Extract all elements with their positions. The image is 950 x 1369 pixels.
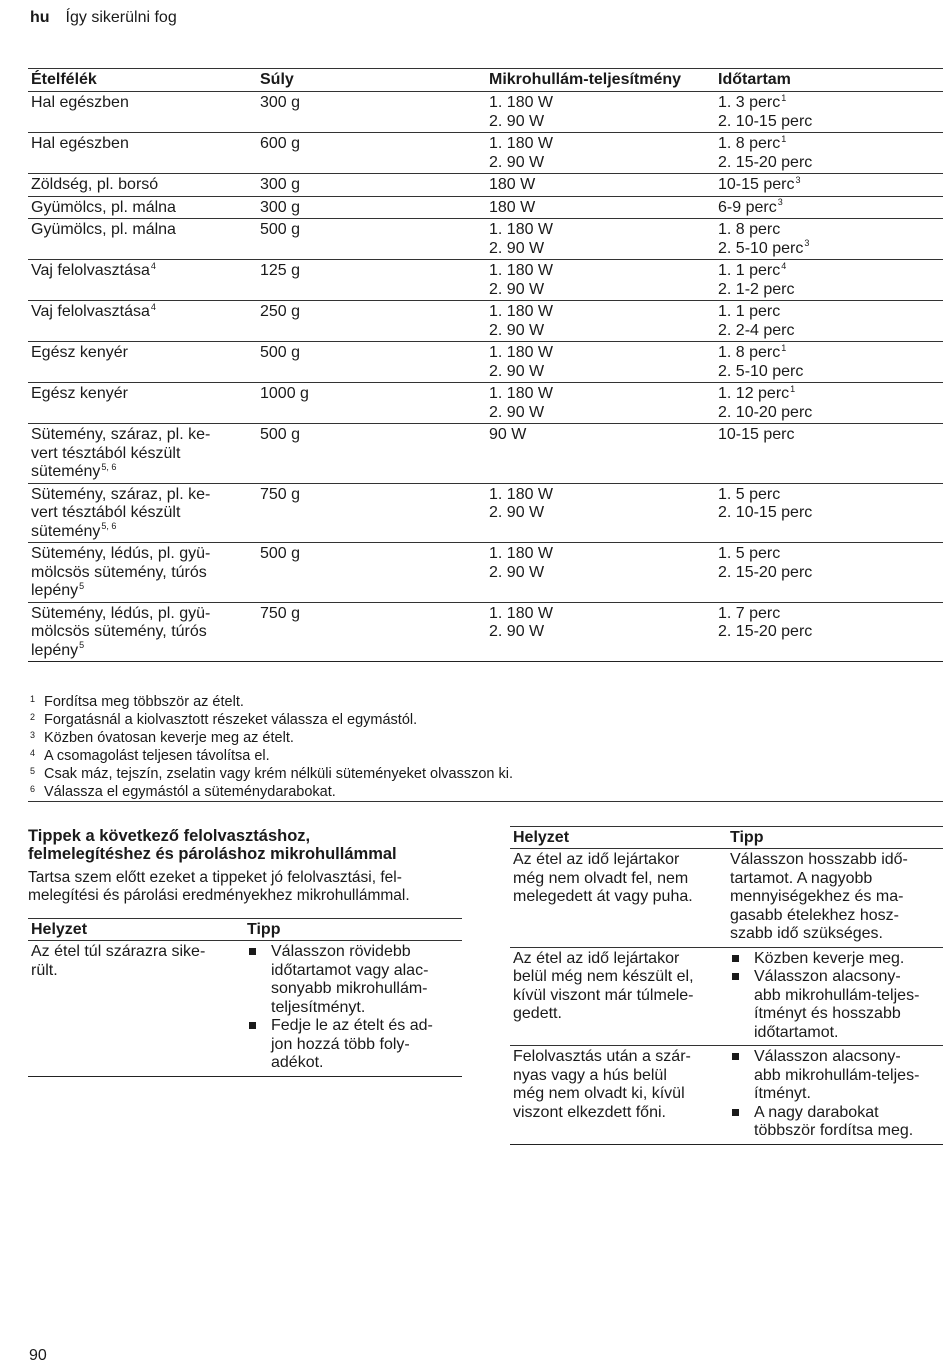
duration-cell: [715, 92, 943, 133]
food-name: Sütemény, száraz, pl. ke- vert tésztából készült sütemény: [31, 485, 211, 540]
tips-heading: [28, 827, 468, 863]
weight-value: 125 g: [260, 262, 301, 279]
footnote-ref: 4: [150, 301, 156, 312]
food-name: Egész kenyér: [31, 344, 128, 361]
tip-cell: [244, 941, 462, 1077]
tip-cell: [727, 1046, 943, 1145]
table-row: [28, 196, 943, 219]
footnote-ref: 4: [781, 260, 787, 271]
power-cell: [486, 342, 715, 383]
food-name: Zöldség, pl. borsó: [31, 176, 159, 193]
duration-step: [718, 281, 940, 300]
table-row: [28, 543, 943, 603]
footnote-ref: 1: [781, 342, 787, 353]
duration-step: [718, 363, 940, 382]
duration-cell: [715, 342, 943, 383]
duration-cell: [715, 174, 943, 197]
duration-step: [718, 176, 940, 195]
table-row: [28, 301, 943, 342]
tips-intro: Tartsa szem előtt ezeket a tippeket jó felolvasztási, fel- melegítési és párolási eredményekhez mikrohullámmal.: [28, 869, 410, 905]
footnote-ref: 1: [790, 383, 796, 394]
power-cell: [486, 92, 715, 133]
duration-step: [718, 154, 940, 173]
food-cell: [28, 133, 257, 174]
weight-cell: [257, 342, 486, 383]
table-row: [28, 602, 943, 662]
food-name: Hal egészben: [31, 135, 129, 152]
weight-value: 500 g: [260, 221, 301, 238]
table-row: [28, 383, 943, 424]
food-cell: [28, 342, 257, 383]
power-step: 180 W: [489, 198, 536, 216]
power-step: 2. 90 W: [489, 321, 545, 339]
tips-table-left: [28, 918, 462, 1077]
food-name: Vaj felolvasztása: [31, 262, 150, 279]
footnote-ref: 5: [79, 580, 85, 591]
duration-value: 1. 7 perc: [718, 604, 781, 622]
col-header-tip: Tipp: [727, 827, 943, 849]
page-number: 90: [29, 1347, 47, 1364]
food-cell: [28, 219, 257, 260]
food-cell: [28, 196, 257, 219]
tip-list: [247, 943, 459, 1073]
power-step: 1. 180 W: [489, 485, 554, 503]
footnote-ref: 1: [781, 92, 787, 103]
table-row: [28, 174, 943, 197]
table-row: [28, 941, 462, 1077]
weight-cell: [257, 174, 486, 197]
footnote: [30, 693, 943, 711]
tip-item: Válasszon rövidebb időtartamot vagy alac- sonyabb mikrohullám- teljesítményt.: [247, 943, 459, 1017]
duration-value: 1. 8 perc: [718, 135, 781, 152]
food-name: Vaj felolvasztása: [31, 303, 150, 320]
duration-value: 2. 1-2 perc: [718, 280, 795, 298]
food-cell: [28, 543, 257, 603]
duration-cell: [715, 133, 943, 174]
language-code: hu: [30, 9, 50, 26]
tip-item: Válasszon alacsony- abb mikrohullám-teljes- ítményt és hosszabb időtartamot.: [730, 968, 940, 1042]
power-step: 1. 180 W: [489, 385, 554, 402]
power-step: 1. 180 W: [489, 262, 554, 279]
power-cell: [486, 196, 715, 219]
power-step: 1. 180 W: [489, 604, 554, 622]
power-step: 90 W: [489, 426, 527, 443]
duration-step: [718, 605, 940, 624]
duration-value: 2. 10-20 perc: [718, 403, 813, 421]
duration-step: [718, 240, 940, 259]
table-row: [28, 342, 943, 383]
footnote-text: Fordítsa meg többször az ételt.: [44, 694, 244, 710]
defrost-table-header: [28, 69, 943, 92]
food-cell: [28, 383, 257, 424]
table-row: [510, 849, 943, 948]
duration-value: 1. 5 perc: [718, 545, 781, 562]
food-name: Gyümölcs, pl. málna: [31, 198, 176, 216]
page-header: [30, 9, 177, 28]
weight-cell: [257, 301, 486, 342]
duration-cell: [715, 260, 943, 301]
situation-text: Felolvasztás után a szár- nyas vagy a hús belül még nem olvadt ki, kívül viszont elkezdett főni.: [513, 1048, 691, 1121]
col-header-situation: Helyzet: [510, 827, 727, 849]
weight-value: 500 g: [260, 344, 301, 361]
weight-value: 300 g: [260, 176, 301, 193]
food-cell: [28, 260, 257, 301]
duration-value: 1. 1 perc: [718, 262, 781, 279]
power-step: 180 W: [489, 176, 536, 193]
footnote: [30, 747, 943, 765]
duration-value: 10-15 perc: [718, 176, 795, 193]
tip-item: Közben keverje meg.: [730, 950, 940, 969]
power-step: 1. 180 W: [489, 545, 554, 562]
duration-value: 10-15 perc: [718, 426, 795, 443]
power-step: 2. 90 W: [489, 153, 545, 171]
power-cell: [486, 301, 715, 342]
footnote-ref: 4: [150, 260, 156, 271]
col-header-tip: Tipp: [244, 919, 462, 941]
food-cell: [28, 174, 257, 197]
defrost-table: [28, 68, 943, 662]
footnote-text: A csomagolást teljesen távolítsa el.: [44, 748, 270, 765]
food-name: Gyümölcs, pl. málna: [31, 221, 176, 238]
weight-value: 1000 g: [260, 385, 309, 402]
food-name: Sütemény, száraz, pl. ke- vert tésztából készült sütemény: [31, 426, 211, 480]
duration-value: 6-9 perc: [718, 198, 777, 216]
footnote-ref: 3: [804, 238, 810, 249]
duration-cell: [715, 424, 943, 484]
power-step: 2. 90 W: [489, 563, 545, 581]
tip-cell: [727, 947, 943, 1046]
weight-value: 750 g: [260, 604, 301, 622]
col-header-weight: Súly: [257, 69, 486, 92]
tips-table-left-header: [28, 919, 462, 941]
power-cell: [486, 543, 715, 603]
duration-value: 1. 1 perc: [718, 303, 781, 320]
duration-step: [718, 94, 940, 113]
weight-value: 750 g: [260, 485, 301, 503]
situation-cell: [510, 849, 727, 948]
power-step: 2. 90 W: [489, 623, 545, 640]
duration-step: [718, 262, 940, 281]
duration-step: [718, 221, 940, 240]
food-name: Hal egészben: [31, 94, 129, 111]
food-cell: [28, 92, 257, 133]
footnote-text: Csak máz, tejszín, zselatin vagy krém nélküli süteményeket olvasszon ki.: [44, 766, 514, 783]
food-name: Egész kenyér: [31, 385, 128, 402]
weight-value: 250 g: [260, 303, 301, 320]
footnote-rule: [28, 801, 943, 802]
power-step: 2. 90 W: [489, 362, 545, 380]
power-step: 1. 180 W: [489, 135, 554, 152]
footnote-ref: 5, 6: [101, 461, 117, 472]
tips-table-right-header: [510, 827, 943, 849]
weight-cell: [257, 92, 486, 133]
duration-cell: [715, 602, 943, 662]
footnote-number: 6: [30, 784, 36, 795]
duration-value: 2. 2-4 perc: [718, 321, 795, 339]
situation-cell: [28, 941, 244, 1077]
duration-step: [718, 404, 940, 423]
weight-value: 300 g: [260, 198, 301, 216]
duration-value: 2. 15-20 perc: [718, 153, 813, 171]
tip-list: [730, 1048, 940, 1141]
duration-step: [718, 486, 940, 505]
weight-cell: [257, 133, 486, 174]
food-cell: [28, 602, 257, 662]
power-cell: [486, 133, 715, 174]
duration-cell: [715, 301, 943, 342]
footnote-number: 3: [30, 730, 36, 741]
duration-step: [718, 303, 940, 322]
col-header-power: Mikrohullám-teljesítmény: [486, 69, 715, 92]
situation-text: Az étel az idő lejártakor belül még nem készült el, kívül viszont már túlmele- gedett.: [513, 949, 694, 1022]
duration-cell: [715, 196, 943, 219]
power-cell: [486, 602, 715, 662]
weight-value: 600 g: [260, 135, 301, 152]
duration-step: [718, 322, 940, 341]
duration-step: [718, 344, 940, 363]
duration-step: [718, 564, 940, 583]
duration-cell: [715, 483, 943, 543]
food-cell: [28, 424, 257, 484]
power-step: 1. 180 W: [489, 303, 554, 320]
footnote-text: Közben óvatosan keverje meg az ételt.: [44, 730, 294, 747]
power-cell: [486, 219, 715, 260]
table-row: [28, 260, 943, 301]
weight-cell: [257, 383, 486, 424]
tip-cell: [727, 849, 943, 948]
power-step: 2. 90 W: [489, 112, 545, 130]
power-step: 2. 90 W: [489, 504, 545, 521]
table-row: [28, 92, 943, 133]
weight-cell: [257, 543, 486, 603]
power-cell: [486, 174, 715, 197]
section-title: Így sikerülni fog: [65, 9, 177, 26]
duration-step: [718, 545, 940, 564]
tips-table-right: [510, 826, 943, 1145]
weight-cell: [257, 483, 486, 543]
weight-cell: [257, 260, 486, 301]
tips-heading-line2: felmelegítéshez és pároláshoz mikrohullámmal: [28, 845, 397, 863]
duration-value: 2. 5-10 perc: [718, 239, 804, 257]
power-step: 1. 180 W: [489, 221, 554, 238]
duration-step: [718, 623, 940, 642]
footnote-ref: 3: [795, 174, 801, 185]
duration-step: [718, 426, 940, 445]
weight-cell: [257, 602, 486, 662]
duration-value: 1. 12 perc: [718, 385, 790, 402]
footnote-number: 5: [30, 766, 36, 777]
col-header-situation: Helyzet: [28, 919, 244, 941]
duration-cell: [715, 383, 943, 424]
power-step: 1. 180 W: [489, 344, 554, 361]
power-cell: [486, 383, 715, 424]
situation-cell: [510, 1046, 727, 1145]
col-header-duration: Időtartam: [715, 69, 943, 92]
duration-step: [718, 135, 940, 154]
footnote-text: Forgatásnál a kiolvasztott részeket válassza el egymástól.: [44, 712, 418, 729]
footnotes: [30, 693, 943, 802]
duration-cell: [715, 219, 943, 260]
weight-value: 500 g: [260, 426, 301, 443]
table-row: [28, 424, 943, 484]
duration-value: 1. 3 perc: [718, 94, 781, 111]
power-step: 2. 90 W: [489, 403, 545, 421]
situation-text: Az étel az idő lejártakor még nem olvadt fel, nem melegedett át vagy puha.: [513, 851, 693, 905]
footnote: [30, 711, 943, 729]
footnote-ref: 1: [781, 133, 787, 144]
duration-value: 1. 8 perc: [718, 221, 781, 238]
power-cell: [486, 260, 715, 301]
food-name: Sütemény, lédús, pl. gyü- mölcsös sütemény, túrós lepény: [31, 604, 211, 659]
tip-list: [730, 950, 940, 1043]
weight-value: 300 g: [260, 94, 301, 111]
col-header-food: Ételfélék: [28, 69, 257, 92]
tip-item: A nagy darabokat többször fordítsa meg.: [730, 1104, 940, 1141]
power-cell: [486, 424, 715, 484]
footnote-number: 4: [30, 748, 36, 759]
duration-step: [718, 385, 940, 404]
duration-value: 2. 15-20 perc: [718, 563, 813, 581]
weight-cell: [257, 219, 486, 260]
footnote: [30, 783, 943, 801]
footnote-ref: 3: [777, 197, 783, 208]
table-row: [510, 1046, 943, 1145]
power-step: 1. 180 W: [489, 94, 554, 111]
duration-cell: [715, 543, 943, 603]
power-step: 2. 90 W: [489, 239, 545, 257]
food-name: Sütemény, lédús, pl. gyü- mölcsös sütemény, túrós lepény: [31, 545, 211, 599]
food-cell: [28, 301, 257, 342]
duration-step: [718, 113, 940, 132]
food-cell: [28, 483, 257, 543]
tips-heading-line1: Tippek a következő felolvasztáshoz,: [28, 827, 311, 845]
duration-value: 1. 5 perc: [718, 485, 781, 503]
weight-cell: [257, 196, 486, 219]
footnote: [30, 729, 943, 747]
footnote-ref: 5: [79, 640, 85, 651]
tip-item: Fedje le az ételt és ad- jon hozzá több foly- adékot.: [247, 1017, 459, 1073]
duration-step: [718, 504, 940, 523]
weight-cell: [257, 424, 486, 484]
tip-text: Válasszon hosszabb idő- tartamot. A nagyobb mennyiségekhez és ma- gasabb ételekhez hosz- szabb idő szükséges.: [730, 851, 908, 942]
footnote-number: 2: [30, 712, 36, 723]
tip-item: Válasszon alacsony- abb mikrohullám-teljes- ítményt.: [730, 1048, 940, 1104]
footnote-number: 1: [30, 694, 36, 704]
table-row: [510, 947, 943, 1046]
situation-text: Az étel túl szárazra sike- rült.: [31, 943, 206, 979]
footnote: [30, 765, 943, 783]
power-step: 2. 90 W: [489, 280, 545, 298]
table-row: [28, 133, 943, 174]
duration-value: 2. 15-20 perc: [718, 623, 813, 640]
table-row: [28, 483, 943, 543]
duration-value: 2. 10-15 perc: [718, 112, 813, 130]
footnote-text: Válassza el egymástól a süteménydarabokat.: [44, 784, 336, 801]
duration-value: 2. 10-15 perc: [718, 504, 813, 521]
duration-value: 2. 5-10 perc: [718, 362, 804, 380]
duration-value: 1. 8 perc: [718, 344, 781, 361]
duration-step: [718, 199, 940, 218]
situation-cell: [510, 947, 727, 1046]
table-row: [28, 219, 943, 260]
power-cell: [486, 483, 715, 543]
weight-value: 500 g: [260, 545, 301, 562]
footnote-ref: 5, 6: [101, 521, 117, 532]
